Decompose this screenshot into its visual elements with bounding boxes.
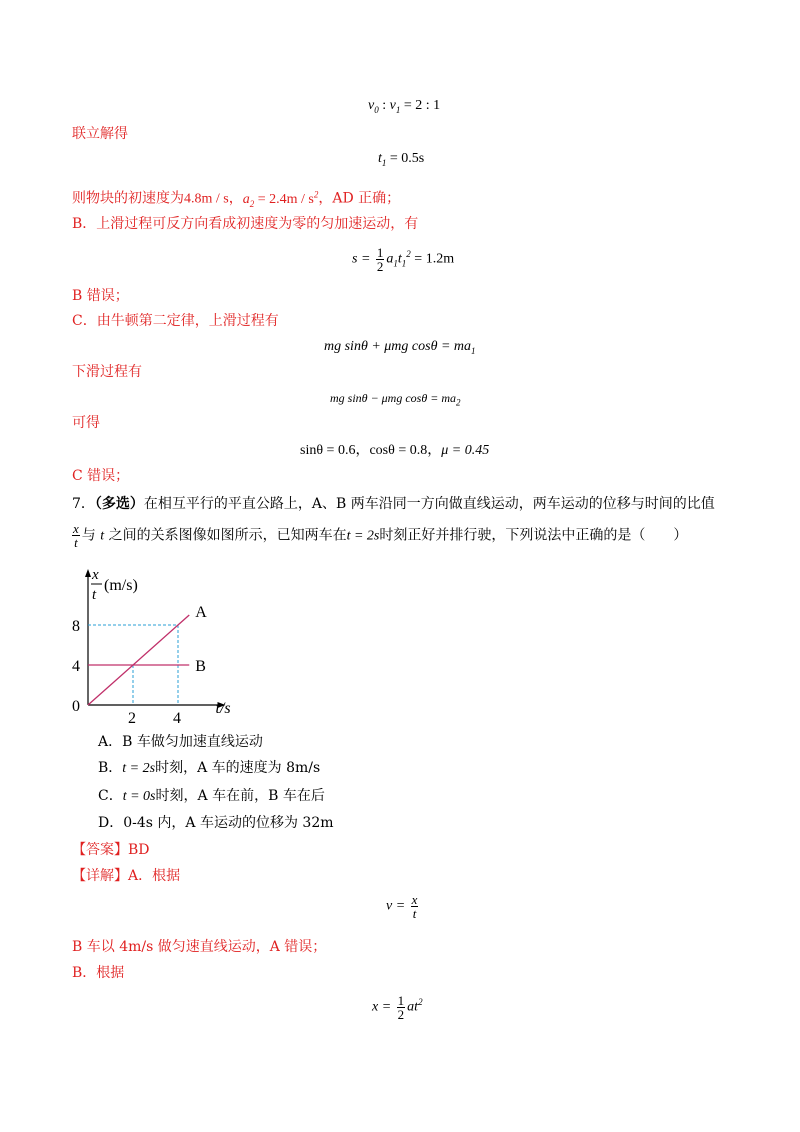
option-a[interactable]: A．B 车做匀加速直线运动 (98, 734, 263, 750)
origin-label: 0 (72, 698, 80, 715)
option-b[interactable]: B．t = 2s时刻，A 车的速度为 8m/s (98, 760, 321, 776)
answer-label: 【答案】BD (72, 842, 150, 858)
text-b-according: B．根据 (72, 965, 125, 981)
text-solve-together: 联立解得 (72, 126, 128, 142)
x-axis-label: t/s (215, 700, 231, 717)
detail-label: 【详解】A．根据 (72, 868, 181, 884)
equation-velocity-ratio: $v_0$ : $v_1 = 2$ : 1 (368, 98, 441, 115)
x-tick-4: 4 (173, 710, 181, 725)
equation-downslide: mg sinθ − μmg $\cos\theta = ma_2$ (330, 391, 461, 408)
text-c-wrong: C 错误； (72, 468, 130, 484)
equation-trig-values: sinθ = 0.6，cosθ = 0.8，μ = 0.45 (300, 442, 490, 458)
equation-upslide: mg sinθ + μmg $\cos\theta = ma_1$ (324, 339, 476, 356)
text-initial-velocity: 则物块的初速度为4.8m / s，$a_2 = 2.4m / s^2$，AD 正确； (72, 189, 401, 209)
question-7-stem-line2: $\frac{x}{t}$ 与 t 之间的关系图像如图所示，已知两车在t = 2s时刻正好并排行驶，下列说法中正确的是（ ） (73, 521, 688, 550)
series-line-A (88, 615, 189, 705)
option-d[interactable]: D．0-4s 内，A 车运动的位移为 32m (98, 815, 334, 831)
text-obtain: 可得 (72, 415, 100, 431)
x-tick-2: 2 (128, 710, 136, 725)
equation-v-xt: v = $\frac{x}{t}$ (386, 892, 418, 921)
series-label-B: B (195, 658, 206, 675)
equation-x-half-at2: x = $\frac{1}{2}$ $at^2$ (372, 992, 423, 1022)
y-axis-label-den: t (92, 587, 97, 603)
equation-displacement-s: s = $\frac{1}{2}$ $a_1t_1^2 = 1.2m$ (352, 244, 455, 274)
text-c-newton: C．由牛顿第二定律，上滑过程有 (72, 313, 279, 329)
text-b-wrong: B 错误； (72, 288, 129, 304)
text-b-uniform: B 车以 4m/s 做匀速直线运动，A 错误； (72, 939, 327, 955)
series-label-A: A (195, 604, 207, 621)
equation-t1: $t_1 = 0.5s$ (378, 151, 425, 168)
xt-vs-t-chart (60, 565, 260, 725)
text-downslide: 下滑过程有 (72, 364, 142, 380)
y-tick-4: 4 (72, 658, 80, 675)
question-7-stem-line1: 7．（多选）在相互平行的平直公路上，A、B 两车沿同一方向做直线运动，两车运动的位移与时间的比值 (72, 496, 715, 512)
y-tick-8: 8 (72, 618, 80, 635)
y-axis-label-unit: (m/s) (104, 577, 138, 594)
text-b-reverse-motion: B．上滑过程可反方向看成初速度为零的匀加速运动，有 (72, 216, 419, 232)
option-c[interactable]: C．t = 0s时刻，A 车在前，B 车在后 (98, 788, 325, 804)
y-axis-label-num: x (92, 567, 99, 583)
y-axis-arrow (85, 569, 91, 577)
